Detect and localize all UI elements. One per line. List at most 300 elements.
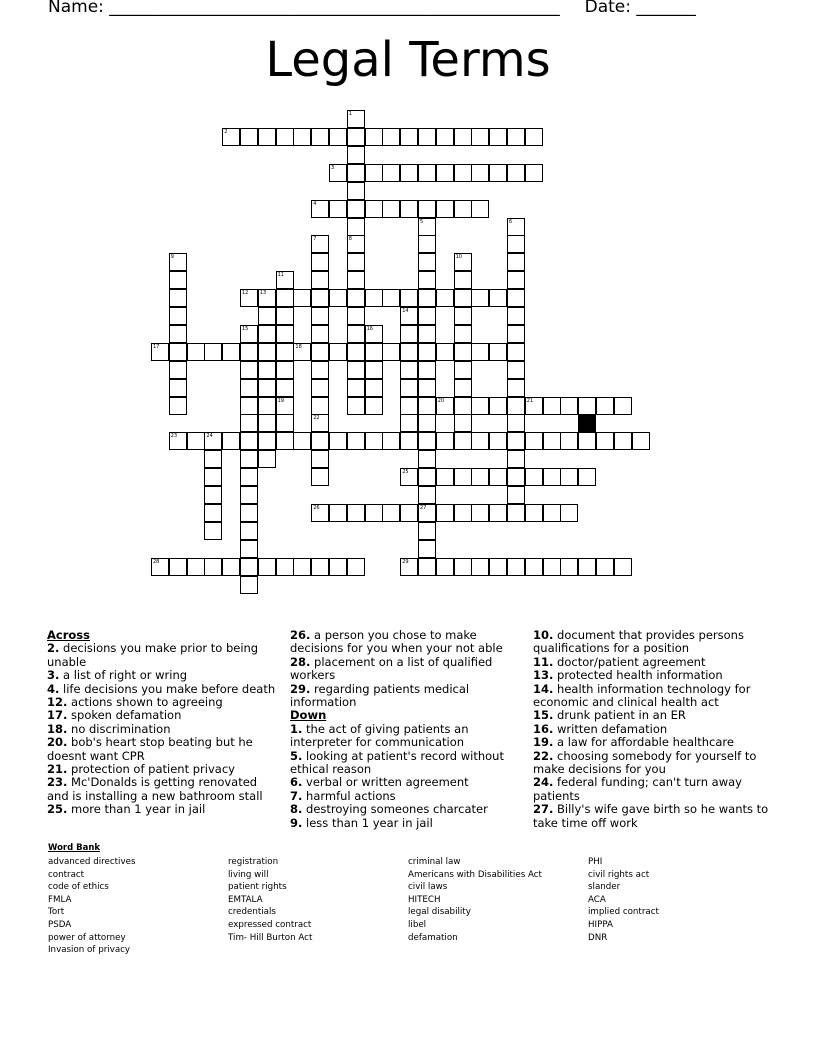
grid-cell[interactable] [347,182,365,200]
grid-cell[interactable] [240,468,258,486]
grid-cell[interactable] [169,379,187,397]
clue-text: federal funding; can't turn away patients [533,775,742,803]
grid-cell[interactable] [311,325,329,343]
grid-cell[interactable] [578,432,596,450]
grid-cell[interactable] [276,414,294,432]
word-bank-item: patient rights [228,882,287,893]
grid-cell[interactable] [382,289,400,307]
grid-cell[interactable] [632,432,650,450]
grid-cell[interactable] [400,343,418,361]
grid-cell[interactable] [400,361,418,379]
grid-cell[interactable] [240,450,258,468]
grid-cell[interactable] [418,235,436,253]
grid-cell[interactable] [507,432,525,450]
grid-cell[interactable] [311,558,329,576]
grid-cell[interactable] [347,271,365,289]
grid-cell[interactable] [276,307,294,325]
grid-cell[interactable] [489,468,507,486]
grid-cell[interactable] [454,414,472,432]
grid-cell[interactable] [382,343,400,361]
grid-cell[interactable] [418,558,436,576]
grid-cell[interactable] [276,379,294,397]
word-bank-item: civil rights act [588,869,650,880]
grid-cell[interactable] [507,343,525,361]
grid-cell[interactable] [204,450,222,468]
grid-cell[interactable] [400,397,418,415]
clue-text: life decisions you make before death [63,681,276,696]
grid-cell[interactable] [436,468,454,486]
grid-cell[interactable] [204,504,222,522]
grid-cell[interactable] [525,468,543,486]
grid-cell[interactable] [222,558,240,576]
grid-cell[interactable] [489,289,507,307]
grid-cell[interactable] [436,558,454,576]
grid-cell[interactable] [240,379,258,397]
grid-cell[interactable] [418,522,436,540]
grid-cell[interactable] [436,128,454,146]
grid-cell[interactable] [187,432,205,450]
grid-cell[interactable] [596,397,614,415]
grid-cell[interactable] [489,397,507,415]
grid-cell[interactable] [365,200,383,218]
grid-cell[interactable] [400,414,418,432]
grid-cell[interactable] [258,379,276,397]
grid-cell[interactable] [454,325,472,343]
grid-cell[interactable] [489,432,507,450]
grid-cell[interactable] [258,307,276,325]
grid-cell[interactable] [347,432,365,450]
grid-cell[interactable] [258,325,276,343]
grid-cell[interactable] [276,128,294,146]
grid-cell[interactable] [418,253,436,271]
grid-cell[interactable] [525,432,543,450]
clue-text: a law for affordable healthcare [557,735,734,750]
grid-cell[interactable] [240,504,258,522]
grid-cell[interactable] [454,307,472,325]
grid-cell[interactable] [418,414,436,432]
grid-cell[interactable] [347,164,365,182]
grid-cell[interactable] [329,558,347,576]
grid-cell[interactable] [365,361,383,379]
grid-cell[interactable] [240,128,258,146]
grid-cell[interactable] [507,468,525,486]
clue [47,642,279,669]
grid-cell[interactable] [489,164,507,182]
grid-cell[interactable] [471,200,489,218]
grid-cell[interactable] [418,289,436,307]
grid-cell[interactable] [543,397,561,415]
clue-text: doctor/patient agreement [557,654,706,669]
grid-cell[interactable] [169,271,187,289]
clue-text: verbal or written agreement [306,775,469,790]
grid-cell[interactable] [276,361,294,379]
grid-cell[interactable] [507,235,525,253]
clue-number: 23. [47,775,68,790]
grid-cell[interactable] [489,504,507,522]
grid-cell[interactable] [258,361,276,379]
grid-cell[interactable] [240,343,258,361]
grid-cell[interactable] [471,558,489,576]
clue-number: 25. [47,802,68,817]
grid-cell[interactable] [454,343,472,361]
grid-cell[interactable] [471,397,489,415]
date-line[interactable]: _______ [636,0,696,17]
clue-number: 27. [533,802,554,817]
grid-cell[interactable] [311,128,329,146]
grid-cell[interactable] [329,504,347,522]
grid-cell[interactable] [329,128,347,146]
clue-number: 11. [533,654,554,669]
clue-text: a list of right or wring [63,668,188,683]
name-line[interactable]: _____________________________________________________ [109,0,560,17]
word-bank-item: DNR [588,932,608,943]
grid-cell[interactable] [276,343,294,361]
grid-cell[interactable] [454,432,472,450]
clue-number: 18. [47,721,68,736]
grid-cell[interactable] [418,379,436,397]
grid-cell[interactable] [329,343,347,361]
grid-cell[interactable] [329,289,347,307]
clue [533,669,773,682]
clue [47,723,279,736]
grid-cell[interactable] [169,558,187,576]
clue-number: 8 [348,236,352,243]
grid-cell[interactable] [436,432,454,450]
clue-number: 11 [277,272,284,279]
grid-cell[interactable] [525,128,543,146]
grid-cell[interactable] [347,128,365,146]
grid-cell[interactable] [276,558,294,576]
grid-cell[interactable] [436,289,454,307]
grid-cell[interactable] [365,164,383,182]
grid-cell[interactable] [543,468,561,486]
grid-cell[interactable] [400,164,418,182]
grid-cell[interactable] [525,558,543,576]
grid-cell[interactable] [471,468,489,486]
grid-cell[interactable] [311,253,329,271]
grid-cell[interactable] [347,397,365,415]
clue-number: 13. [533,668,554,683]
grid-cell[interactable] [418,325,436,343]
grid-cell[interactable] [347,218,365,236]
grid-cell[interactable] [489,558,507,576]
grid-cell[interactable] [382,128,400,146]
grid-cell[interactable] [222,343,240,361]
clue [290,683,522,710]
grid-cell[interactable] [329,200,347,218]
clue [290,817,522,830]
grid-cell[interactable] [240,540,258,558]
grid-cell[interactable] [169,289,187,307]
grid-cell[interactable] [507,253,525,271]
grid-cell[interactable] [454,361,472,379]
grid-cell[interactable] [578,468,596,486]
clue-text: Mc'Donalds is getting renovated and is installing a new bathroom stall [47,775,263,803]
grid-cell[interactable] [204,522,222,540]
clues-column-3 [533,629,773,830]
grid-cell[interactable] [507,325,525,343]
grid-cell[interactable] [365,343,383,361]
grid-cell[interactable] [258,128,276,146]
grid-cell[interactable] [418,540,436,558]
grid-cell[interactable] [293,128,311,146]
grid-cell[interactable] [169,397,187,415]
grid-cell[interactable] [507,486,525,504]
grid-cell[interactable] [311,397,329,415]
clue-number: 4. [47,681,60,696]
grid-cell[interactable] [347,558,365,576]
word-bank-item: EMTALA [228,894,263,905]
grid-cell[interactable] [365,397,383,415]
grid-cell[interactable] [400,504,418,522]
grid-cell[interactable] [258,558,276,576]
grid-cell[interactable] [400,128,418,146]
grid-cell[interactable] [471,128,489,146]
clue-text: a person you chose to make decisions for you when your not able [290,628,503,656]
grid-cell[interactable] [276,289,294,307]
grid-cell[interactable] [471,432,489,450]
clue [533,656,773,669]
grid-cell[interactable] [240,558,258,576]
grid-cell[interactable] [276,432,294,450]
grid-cell[interactable] [240,486,258,504]
grid-cell[interactable] [311,343,329,361]
grid-cell[interactable] [560,432,578,450]
grid-cell[interactable] [489,128,507,146]
grid-cell[interactable] [418,486,436,504]
grid-cell[interactable] [525,164,543,182]
grid-cell[interactable] [258,432,276,450]
grid-cell[interactable] [204,486,222,504]
grid-cell[interactable] [507,289,525,307]
grid-cell[interactable] [382,164,400,182]
grid-cell[interactable] [276,325,294,343]
grid-cell[interactable] [258,343,276,361]
grid-cell[interactable] [507,307,525,325]
clue-text: harmful actions [306,788,396,803]
grid-cell[interactable] [454,558,472,576]
grid-cell[interactable] [311,468,329,486]
grid-cell[interactable] [240,576,258,594]
grid-cell[interactable] [400,289,418,307]
grid-cell[interactable] [382,432,400,450]
grid-cell[interactable] [169,343,187,361]
grid-cell[interactable] [347,343,365,361]
word-bank-item: power of attorney [48,932,126,943]
clue-number: 19. [533,735,554,750]
clue-number: 15 [242,325,249,332]
grid-cell[interactable] [418,343,436,361]
grid-cell[interactable] [418,164,436,182]
grid-cell[interactable] [311,289,329,307]
grid-cell[interactable] [507,379,525,397]
grid-cell[interactable] [240,522,258,540]
grid-cell[interactable] [507,128,525,146]
grid-cell[interactable] [471,289,489,307]
grid-cell[interactable] [169,325,187,343]
grid-cell[interactable] [204,468,222,486]
grid-cell[interactable] [311,432,329,450]
grid-cell[interactable] [507,271,525,289]
word-bank-item: legal disability [408,907,471,918]
grid-cell[interactable] [347,379,365,397]
clue-number: 13 [259,290,267,297]
grid-cell[interactable] [204,558,222,576]
grid-cell[interactable] [311,361,329,379]
grid-cell[interactable] [614,432,632,450]
grid-cell[interactable] [311,379,329,397]
grid-cell[interactable] [454,271,472,289]
grid-cell[interactable] [365,379,383,397]
grid-cell[interactable] [454,504,472,522]
grid-cell[interactable] [614,558,632,576]
grid-cell[interactable] [436,343,454,361]
grid-cell[interactable] [578,558,596,576]
clue-number: 12 [242,290,249,297]
grid-cell[interactable] [347,504,365,522]
clue-text: placement on a list of qualified workers [290,654,493,683]
grid-cell[interactable] [347,146,365,164]
grid-cell[interactable] [418,468,436,486]
grid-cell[interactable] [365,128,383,146]
grid-cell[interactable] [454,289,472,307]
grid-cell[interactable] [507,397,525,415]
grid-cell[interactable] [614,397,632,415]
clue [47,683,279,696]
grid-cell[interactable] [418,361,436,379]
grid-cell[interactable] [347,253,365,271]
grid-cell[interactable] [525,504,543,522]
word-bank-item: contract [48,869,85,880]
grid-cell[interactable] [169,307,187,325]
grid-cell[interactable] [454,164,472,182]
grid-cell[interactable] [204,343,222,361]
grid-cell[interactable] [578,397,596,415]
grid-cell[interactable] [418,432,436,450]
grid-cell[interactable] [560,468,578,486]
grid-cell[interactable] [454,128,472,146]
clue [47,763,279,776]
grid-cell[interactable] [347,200,365,218]
word-bank-column [408,856,542,944]
grid-cell[interactable] [436,200,454,218]
grid-cell[interactable] [240,361,258,379]
grid-cell[interactable] [418,307,436,325]
grid-cell[interactable] [418,271,436,289]
grid-cell[interactable] [400,200,418,218]
grid-cell[interactable] [596,432,614,450]
grid-cell[interactable] [454,468,472,486]
grid-cell[interactable] [507,450,525,468]
clue-number: 7. [290,788,303,803]
clue-text: document that provides persons qualifications for a position [533,628,744,656]
grid-cell[interactable] [507,414,525,432]
grid-cell[interactable] [382,504,400,522]
grid-cell[interactable] [258,414,276,432]
clue-number: 12. [47,695,68,710]
clue-text: no discrimination [71,721,171,736]
grid-cell[interactable] [222,432,240,450]
grid-cell[interactable] [454,200,472,218]
grid-cell[interactable] [507,164,525,182]
grid-cell[interactable] [365,289,383,307]
word-bank-column [228,856,312,944]
grid-cell[interactable] [418,450,436,468]
grid-cell[interactable] [560,558,578,576]
grid-cell[interactable] [187,558,205,576]
grid-cell[interactable] [543,432,561,450]
grid-cell[interactable] [471,164,489,182]
grid-cell[interactable] [560,504,578,522]
grid-cell[interactable] [293,289,311,307]
clue-number: 10 [455,254,462,261]
grid-cell[interactable] [400,325,418,343]
grid-cell[interactable] [311,307,329,325]
clue [533,723,773,736]
grid-cell[interactable] [240,414,258,432]
grid-cell[interactable] [418,397,436,415]
grid-cell[interactable] [382,200,400,218]
grid-cell[interactable] [240,397,258,415]
grid-cell[interactable] [418,200,436,218]
grid-cell[interactable] [507,361,525,379]
grid-cell[interactable] [436,164,454,182]
grid-cell[interactable] [454,379,472,397]
clue [533,736,773,749]
grid-cell[interactable] [400,432,418,450]
grid-cell[interactable] [365,504,383,522]
word-bank-item: registration [228,857,279,867]
grid-cell[interactable] [240,432,258,450]
grid-cell[interactable] [543,558,561,576]
grid-cell[interactable] [311,271,329,289]
clue [533,709,773,722]
word-bank-item: ACA [588,894,606,905]
grid-cell[interactable] [436,504,454,522]
grid-cell[interactable] [187,343,205,361]
clue-number: 20 [437,397,445,404]
grid-cell[interactable] [347,289,365,307]
grid-cell[interactable] [489,343,507,361]
grid-cell[interactable] [507,504,525,522]
grid-cell[interactable] [454,397,472,415]
clue-text: more than 1 year in jail [71,802,206,817]
clue-number: 5 [420,218,424,225]
grid-cell[interactable] [507,558,525,576]
grid-cell[interactable] [293,432,311,450]
word-bank-item: Tim- Hill Burton Act [228,932,313,943]
grid-cell[interactable] [596,558,614,576]
grid-cell[interactable] [365,432,383,450]
grid-cell[interactable] [293,558,311,576]
grid-cell[interactable] [418,128,436,146]
grid-cell[interactable] [347,325,365,343]
grid-cell[interactable] [400,379,418,397]
grid-cell[interactable] [311,450,329,468]
grid-cell[interactable] [347,307,365,325]
grid-cell[interactable] [471,343,489,361]
grid-cell[interactable] [347,361,365,379]
grid-cell[interactable] [258,450,276,468]
word-bank-item: PHI [588,857,603,867]
grid-cell[interactable] [258,397,276,415]
grid-cell[interactable] [543,504,561,522]
name-label: Name: [48,0,104,17]
grid-cell[interactable] [560,397,578,415]
grid-cell[interactable] [329,432,347,450]
grid-cell[interactable] [471,504,489,522]
grid-cell[interactable] [169,361,187,379]
